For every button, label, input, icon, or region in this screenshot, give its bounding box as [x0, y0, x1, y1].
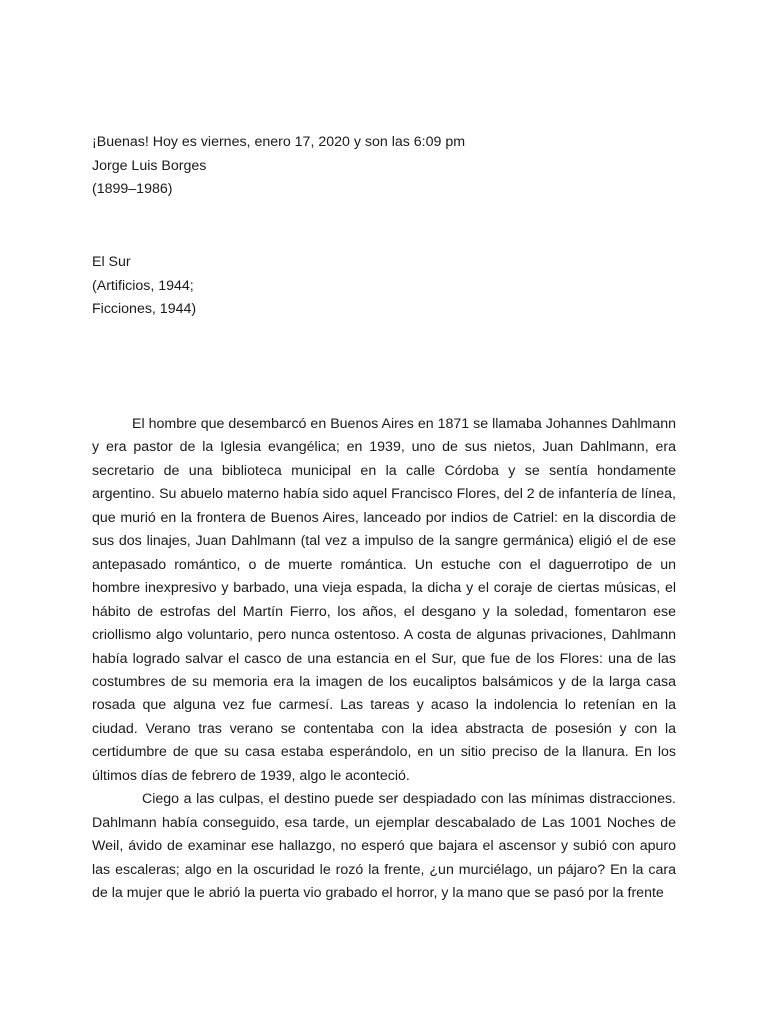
- story-source-line-1: (Artificios, 1944;: [92, 278, 194, 294]
- author-years: (1899–1986): [92, 181, 173, 197]
- story-body: [92, 413, 676, 906]
- greeting-line: ¡Buenas! Hoy es viernes, enero 17, 2020 y son las 6:09 pm: [92, 134, 466, 150]
- author-name: Jorge Luis Borges: [92, 158, 207, 174]
- paragraph: El hombre que desembarcó en Buenos Aires en 1871 se llamaba Johannes Dahlmann y era pastor de la Iglesia evangélica; en 1939, uno de sus nietos, Juan Dahlmann, era secretario de una biblioteca municipal en la calle Córdoba y se sentía hondamente argentino. Su abuelo materno había sido aquel Francisco Flores, del 2 de infantería de línea, que murió en la frontera de Buenos Aires, lanceado por indios de Catriel: en la discordia de sus dos linajes, Juan Dahlmann (tal vez a impulso de la sangre germánica) eligió el de ese antepasado romántico, o de muerte romántica. Un estuche con el daguerrotipo de un hombre inexpresivo y barbado, una vieja espada, la dicha y el coraje de ciertas músicas, el hábito de estrofas del Martín Fierro, los años, el desgano y la soledad, fomentaron ese criollismo algo voluntario, pero nunca ostentoso. A costa de algunas privaciones, Dahlmann había logrado salvar el casco de una estancia en el Sur, que fue de los Flores: una de las costumbres de su memoria era la imagen de los eucaliptos balsámicos y de la larga casa rosada que alguna vez fue carmesí. Las tareas y acaso la indolencia lo retenían en la ciudad. Verano tras verano se contentaba con la idea abstracta de posesión y con la certidumbre de que su casa estaba esperándolo, en un sitio preciso de la llanura. En los últimos días de febrero de 1939, algo le aconteció.: [92, 416, 676, 784]
- story-title: El Sur: [92, 254, 131, 270]
- paragraph: Ciego a las culpas, el destino puede ser despiadado con las mínimas distracciones. Dahlmann había conseguido, esa tarde, un ejemplar descabalado de Las 1001 Noches de Weil, ávido de examinar ese hallazgo, no esperó que bajara el ascensor y subió con apuro las escaleras; algo en la oscuridad le rozó la frente, ¿un murciélago, un pájaro? En la cara de la mujer que le abrió la puerta vio grabado el horror, y la mano que se pasó por la frente: [92, 791, 676, 902]
- story-source-line-2: Ficciones, 1944): [92, 301, 197, 317]
